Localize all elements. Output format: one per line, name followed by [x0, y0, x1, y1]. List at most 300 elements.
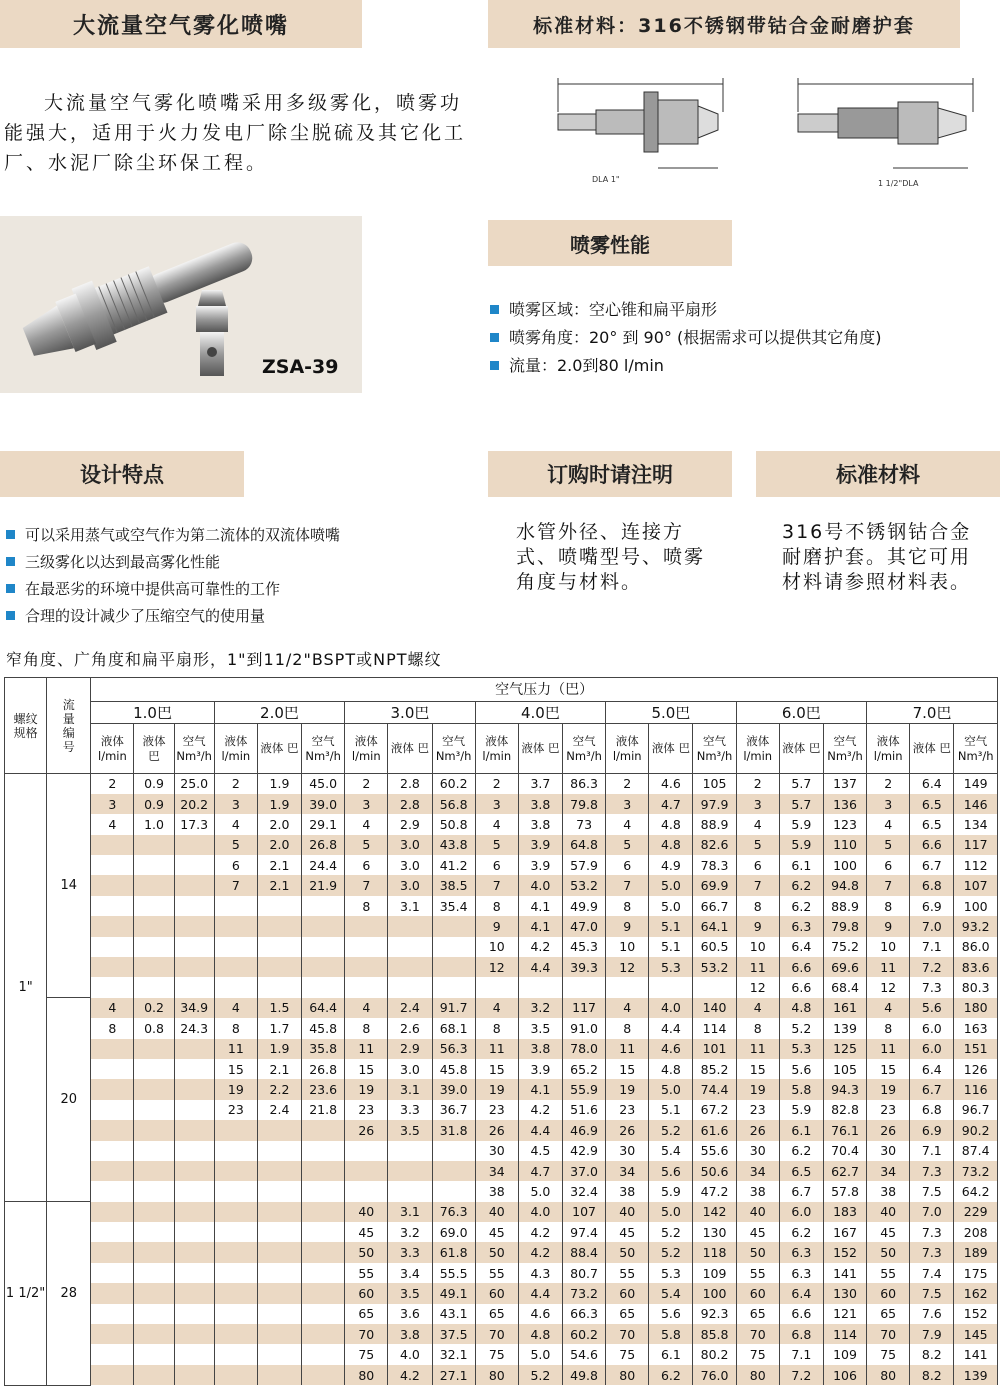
table-cell: 5.9	[779, 814, 823, 834]
table-cell: 100	[693, 1283, 736, 1303]
table-cell: 94.3	[823, 1079, 866, 1099]
table-cell: 55	[606, 1263, 649, 1283]
table-cell: 6.2	[779, 1141, 823, 1161]
table-cell: 21.8	[302, 1100, 345, 1120]
drawing-left	[548, 72, 738, 192]
table-row	[5, 977, 998, 997]
table-row	[5, 1120, 998, 1140]
table-cell	[91, 937, 134, 957]
table-cell	[134, 1120, 174, 1140]
table-cell: 3.8	[518, 814, 562, 834]
table-cell: 2	[606, 774, 649, 794]
table-cell	[563, 977, 606, 997]
table-cell: 4.2	[518, 1242, 562, 1262]
table-cell	[174, 1304, 214, 1324]
table-cell: 50	[736, 1242, 779, 1262]
table-cell: 2	[867, 774, 910, 794]
table-cell	[345, 977, 388, 997]
table-cell: 4.1	[518, 916, 562, 936]
table-cell: 86.0	[954, 937, 998, 957]
table-cell: 26.8	[302, 1059, 345, 1079]
table-cell: 208	[954, 1222, 998, 1242]
table-cell: 5.3	[649, 1263, 693, 1283]
table-cell: 70.4	[823, 1141, 866, 1161]
table-cell	[257, 1120, 301, 1140]
table-cell	[174, 1283, 214, 1303]
table-cell: 70	[867, 1324, 910, 1344]
sub-header: 液体 巴	[649, 724, 693, 774]
table-cell: 109	[693, 1263, 736, 1283]
table-cell: 7.0	[910, 916, 954, 936]
table-cell	[134, 916, 174, 936]
table-cell	[388, 1161, 432, 1181]
col-thread: 螺纹规格	[5, 678, 47, 774]
table-cell: 38	[475, 1181, 518, 1201]
table-cell: 45	[606, 1222, 649, 1242]
table-cell: 4.6	[649, 1039, 693, 1059]
table-cell: 80	[475, 1365, 518, 1385]
table-cell: 107	[954, 875, 998, 895]
table-row	[5, 1283, 998, 1303]
table-cell	[134, 855, 174, 875]
table-cell: 4.1	[518, 896, 562, 916]
table-cell: 4	[736, 814, 779, 834]
table-cell	[91, 1141, 134, 1161]
table-cell: 3.9	[518, 1059, 562, 1079]
table-cell: 5.4	[649, 1283, 693, 1303]
table-cell: 7.5	[910, 1181, 954, 1201]
table-cell: 49.8	[563, 1365, 606, 1385]
sub-header: 液体 巴	[518, 724, 562, 774]
table-cell: 27.1	[432, 1365, 475, 1385]
table-cell	[174, 1324, 214, 1344]
table-cell: 87.4	[954, 1141, 998, 1161]
table-cell	[91, 1344, 134, 1364]
table-cell: 60	[475, 1283, 518, 1303]
table-cell: 6.3	[779, 1242, 823, 1262]
table-cell: 9	[606, 916, 649, 936]
table-cell: 149	[954, 774, 998, 794]
table-cell: 15	[345, 1059, 388, 1079]
table-cell	[134, 977, 174, 997]
table-cell: 2.4	[257, 1100, 301, 1120]
table-cell: 4.4	[518, 1283, 562, 1303]
table-cell: 4.8	[649, 1059, 693, 1079]
title-left: 大流量空气雾化喷嘴	[0, 0, 362, 48]
table-cell: 146	[954, 794, 998, 814]
table-cell: 114	[693, 1018, 736, 1038]
table-cell: 88.9	[693, 814, 736, 834]
table-cell	[91, 1202, 134, 1222]
table-cell: 3.5	[388, 1120, 432, 1140]
pressure-header: 1.0巴	[91, 702, 214, 724]
material-title: 标准材料	[756, 451, 1000, 497]
pressure-header: 7.0巴	[867, 702, 998, 724]
table-cell: 8.2	[910, 1344, 954, 1364]
table-cell: 8	[867, 1018, 910, 1038]
table-cell: 12	[606, 957, 649, 977]
table-cell: 5.8	[649, 1324, 693, 1344]
table-cell	[302, 896, 345, 916]
table-cell: 4.9	[649, 855, 693, 875]
table-cell: 23	[475, 1100, 518, 1120]
sub-header: 空气 Nm³/h	[954, 724, 998, 774]
table-cell: 80	[867, 1365, 910, 1385]
table-row	[5, 814, 998, 834]
table-cell	[345, 1161, 388, 1181]
order-text: 水管外径、连接方式、喷嘴型号、喷雾角度与材料。	[516, 521, 706, 593]
table-cell: 80.2	[693, 1344, 736, 1364]
table-cell: 5.6	[649, 1161, 693, 1181]
table-cell: 64.8	[563, 835, 606, 855]
table-cell: 3.0	[388, 1059, 432, 1079]
table-cell	[214, 1202, 257, 1222]
table-cell: 3.5	[388, 1283, 432, 1303]
table-cell: 7.3	[910, 1222, 954, 1242]
table-cell	[388, 1141, 432, 1161]
table-cell: 38.5	[432, 875, 475, 895]
table-cell: 50.8	[432, 814, 475, 834]
table-cell	[91, 1242, 134, 1262]
table-cell: 2.6	[388, 1018, 432, 1038]
list-item: 流量：2.0到80 l/min	[490, 352, 881, 380]
table-cell: 2.8	[388, 794, 432, 814]
table-cell: 69.9	[693, 875, 736, 895]
table-row	[5, 1161, 998, 1181]
table-cell: 1.9	[257, 794, 301, 814]
table-cell: 62.7	[823, 1161, 866, 1181]
table-cell	[388, 977, 432, 997]
table-cell	[91, 957, 134, 977]
table-cell: 23	[606, 1100, 649, 1120]
table-cell: 3.9	[518, 835, 562, 855]
table-cell: 8	[91, 1018, 134, 1038]
table-cell: 65	[867, 1304, 910, 1324]
table-cell	[345, 957, 388, 977]
sub-header: 空气 Nm³/h	[174, 724, 214, 774]
table-cell: 19	[736, 1079, 779, 1099]
table-cell: 45.8	[302, 1018, 345, 1038]
sub-header: 液体 l/min	[345, 724, 388, 774]
table-cell	[302, 1222, 345, 1242]
table-cell: 2	[736, 774, 779, 794]
sub-header: 空气 Nm³/h	[302, 724, 345, 774]
table-cell: 4.4	[518, 957, 562, 977]
table-cell	[91, 835, 134, 855]
table-cell: 85.8	[693, 1324, 736, 1344]
table-cell: 5.2	[779, 1018, 823, 1038]
list-item: 合理的设计减少了压缩空气的使用量	[6, 603, 476, 630]
table-cell: 6.0	[910, 1018, 954, 1038]
table-cell: 162	[954, 1283, 998, 1303]
table-cell: 2	[91, 774, 134, 794]
table-row	[5, 1324, 998, 1344]
table-row	[5, 1222, 998, 1242]
table-row	[5, 1059, 998, 1079]
table-cell	[134, 1365, 174, 1385]
table-cell	[174, 855, 214, 875]
material-text: 316号不锈钢钴合金耐磨护套。其它可用材料请参照材料表。	[782, 521, 972, 593]
table-cell: 7	[867, 875, 910, 895]
table-cell: 6.3	[779, 916, 823, 936]
table-cell: 91.7	[432, 998, 475, 1018]
table-cell: 2.9	[388, 1039, 432, 1059]
pressure-header: 5.0巴	[606, 702, 736, 724]
table-cell: 5.0	[518, 1344, 562, 1364]
table-cell: 4	[214, 998, 257, 1018]
table-row	[5, 1304, 998, 1324]
table-cell: 6	[736, 855, 779, 875]
table-cell: 6	[214, 855, 257, 875]
sub-header: 液体 l/min	[736, 724, 779, 774]
title-right: 标准材料：316不锈钢带钴合金耐磨护套	[488, 0, 960, 48]
table-cell	[174, 835, 214, 855]
table-cell: 78.0	[563, 1039, 606, 1059]
table-cell: 4	[345, 814, 388, 834]
table-cell	[257, 1141, 301, 1161]
table-cell: 70	[475, 1324, 518, 1344]
table-cell: 53.2	[563, 875, 606, 895]
table-cell: 39.3	[563, 957, 606, 977]
table-cell: 5.6	[779, 1059, 823, 1079]
table-row	[5, 896, 998, 916]
table-cell: 50	[606, 1242, 649, 1262]
spec-table	[4, 677, 998, 1386]
table-cell	[214, 1222, 257, 1242]
table-cell: 7.1	[910, 937, 954, 957]
table-cell	[214, 1365, 257, 1385]
table-cell: 45.3	[563, 937, 606, 957]
table-cell: 8	[606, 1018, 649, 1038]
table-cell: 106	[823, 1365, 866, 1385]
table-cell: 4.2	[518, 937, 562, 957]
table-cell: 130	[693, 1222, 736, 1242]
table-cell: 130	[823, 1283, 866, 1303]
table-cell: 39.0	[432, 1079, 475, 1099]
table-cell	[302, 1344, 345, 1364]
table-cell: 15	[475, 1059, 518, 1079]
table-cell: 161	[823, 998, 866, 1018]
table-cell: 7	[214, 875, 257, 895]
table-cell: 61.6	[693, 1120, 736, 1140]
table-cell: 6.2	[779, 1222, 823, 1242]
table-cell	[302, 937, 345, 957]
table-cell: 4.3	[518, 1263, 562, 1283]
table-cell: 83.6	[954, 957, 998, 977]
table-cell: 6.5	[910, 814, 954, 834]
table-cell	[257, 1161, 301, 1181]
table-cell: 4.2	[388, 1365, 432, 1385]
table-cell	[134, 1141, 174, 1161]
table-cell	[134, 1324, 174, 1344]
table-cell: 117	[563, 998, 606, 1018]
table-cell: 29.1	[302, 814, 345, 834]
table-cell: 112	[954, 855, 998, 875]
table-cell	[432, 916, 475, 936]
table-cell	[345, 916, 388, 936]
table-cell: 70	[736, 1324, 779, 1344]
table-cell: 11	[736, 1039, 779, 1059]
table-cell: 40	[606, 1202, 649, 1222]
table-cell: 0.9	[134, 794, 174, 814]
table-cell: 23	[214, 1100, 257, 1120]
table-cell: 47.2	[693, 1181, 736, 1201]
table-cell: 3.2	[518, 998, 562, 1018]
table-cell: 3.0	[388, 855, 432, 875]
table-cell: 121	[823, 1304, 866, 1324]
table-cell: 163	[954, 1018, 998, 1038]
table-cell: 5.6	[910, 998, 954, 1018]
table-cell	[475, 977, 518, 997]
table-cell	[214, 1120, 257, 1140]
table-cell: 56.3	[432, 1039, 475, 1059]
table-cell: 73	[563, 814, 606, 834]
table-cell: 23	[345, 1100, 388, 1120]
table-cell: 134	[954, 814, 998, 834]
table-cell: 50.6	[693, 1161, 736, 1181]
table-cell: 6.7	[910, 855, 954, 875]
table-cell: 26	[345, 1120, 388, 1140]
table-cell	[257, 1304, 301, 1324]
table-cell: 3.6	[388, 1304, 432, 1324]
table-cell	[257, 1344, 301, 1364]
table-cell: 40	[867, 1202, 910, 1222]
table-cell: 6.6	[910, 835, 954, 855]
table-cell: 5.2	[518, 1365, 562, 1385]
table-cell: 70	[345, 1324, 388, 1344]
table-cell	[257, 1242, 301, 1262]
table-cell: 50	[345, 1242, 388, 1262]
table-cell: 6.7	[910, 1079, 954, 1099]
table-cell: 4	[345, 998, 388, 1018]
table-row	[5, 875, 998, 895]
table-cell: 9	[867, 916, 910, 936]
table-cell: 5.0	[649, 1202, 693, 1222]
pressure-header: 3.0巴	[345, 702, 475, 724]
table-cell: 60	[606, 1283, 649, 1303]
table-cell: 7.2	[910, 957, 954, 977]
table-cell: 4.7	[518, 1161, 562, 1181]
table-cell	[91, 1059, 134, 1079]
table-cell: 55	[736, 1263, 779, 1283]
table-cell: 4.6	[649, 774, 693, 794]
table-cell: 43.8	[432, 835, 475, 855]
table-cell: 20.2	[174, 794, 214, 814]
table-cell	[91, 1324, 134, 1344]
table-cell: 50	[867, 1242, 910, 1262]
table-cell	[302, 1263, 345, 1283]
table-cell: 229	[954, 1202, 998, 1222]
table-row	[5, 1039, 998, 1059]
table-cell: 6	[606, 855, 649, 875]
table-cell: 11	[475, 1039, 518, 1059]
table-cell: 34.9	[174, 998, 214, 1018]
table-cell: 23	[736, 1100, 779, 1120]
table-cell: 3	[91, 794, 134, 814]
table-cell: 23	[867, 1100, 910, 1120]
table-row	[5, 1344, 998, 1364]
table-cell: 5.1	[649, 916, 693, 936]
drawing-left-label: DLA 1"	[592, 175, 620, 184]
table-cell	[388, 916, 432, 936]
table-cell: 6.1	[779, 1120, 823, 1140]
table-cell: 3	[606, 794, 649, 814]
table-cell: 55.9	[563, 1079, 606, 1099]
table-cell: 116	[954, 1079, 998, 1099]
table-cell: 5.9	[779, 1100, 823, 1120]
table-cell	[432, 937, 475, 957]
table-cell: 105	[823, 1059, 866, 1079]
table-cell: 139	[823, 1018, 866, 1038]
table-cell: 6.9	[910, 896, 954, 916]
table-cell: 55	[867, 1263, 910, 1283]
table-cell: 43.1	[432, 1304, 475, 1324]
table-cell	[214, 1304, 257, 1324]
table-cell	[693, 977, 736, 997]
table-cell: 6.7	[779, 1181, 823, 1201]
table-cell: 37.0	[563, 1161, 606, 1181]
table-cell: 55.5	[432, 1263, 475, 1283]
table-cell: 189	[954, 1242, 998, 1262]
table-cell	[174, 1242, 214, 1262]
table-cell: 3.7	[518, 774, 562, 794]
table-cell: 100	[823, 855, 866, 875]
table-cell: 76.1	[823, 1120, 866, 1140]
table-cell: 8	[475, 1018, 518, 1038]
table-cell: 80.7	[563, 1263, 606, 1283]
table-cell: 3.3	[388, 1100, 432, 1120]
table-cell: 45.8	[432, 1059, 475, 1079]
table-cell: 7.4	[910, 1263, 954, 1283]
table-cell: 141	[823, 1263, 866, 1283]
table-cell: 7.6	[910, 1304, 954, 1324]
table-cell	[134, 896, 174, 916]
table-cell	[257, 1365, 301, 1385]
table-cell: 67.2	[693, 1100, 736, 1120]
table-cell: 34	[867, 1161, 910, 1181]
table-cell: 49.1	[432, 1283, 475, 1303]
table-cell: 8	[214, 1018, 257, 1038]
table-cell: 1.9	[257, 774, 301, 794]
table-cell: 73.2	[563, 1283, 606, 1303]
table-cell	[302, 1181, 345, 1201]
table-cell	[134, 1100, 174, 1120]
table-cell	[134, 875, 174, 895]
table-cell: 10	[475, 937, 518, 957]
sub-header: 液体 l/min	[606, 724, 649, 774]
table-cell	[302, 1120, 345, 1140]
table-cell	[134, 1181, 174, 1201]
table-cell: 3	[214, 794, 257, 814]
table-cell: 6.4	[910, 774, 954, 794]
table-cell: 4.2	[518, 1100, 562, 1120]
table-cell: 24.3	[174, 1018, 214, 1038]
table-row	[5, 1079, 998, 1099]
flow-cell: 20	[47, 998, 91, 1202]
table-cell: 56.8	[432, 794, 475, 814]
table-cell: 6.2	[779, 896, 823, 916]
table-cell	[302, 957, 345, 977]
table-cell: 117	[954, 835, 998, 855]
table-cell	[134, 957, 174, 977]
sub-header: 液体 l/min	[867, 724, 910, 774]
table-cell: 19	[475, 1079, 518, 1099]
table-cell	[302, 1202, 345, 1222]
table-row	[5, 774, 998, 794]
table-cell: 3.8	[518, 794, 562, 814]
table-cell: 4.0	[518, 875, 562, 895]
sub-header: 液体 l/min	[214, 724, 257, 774]
